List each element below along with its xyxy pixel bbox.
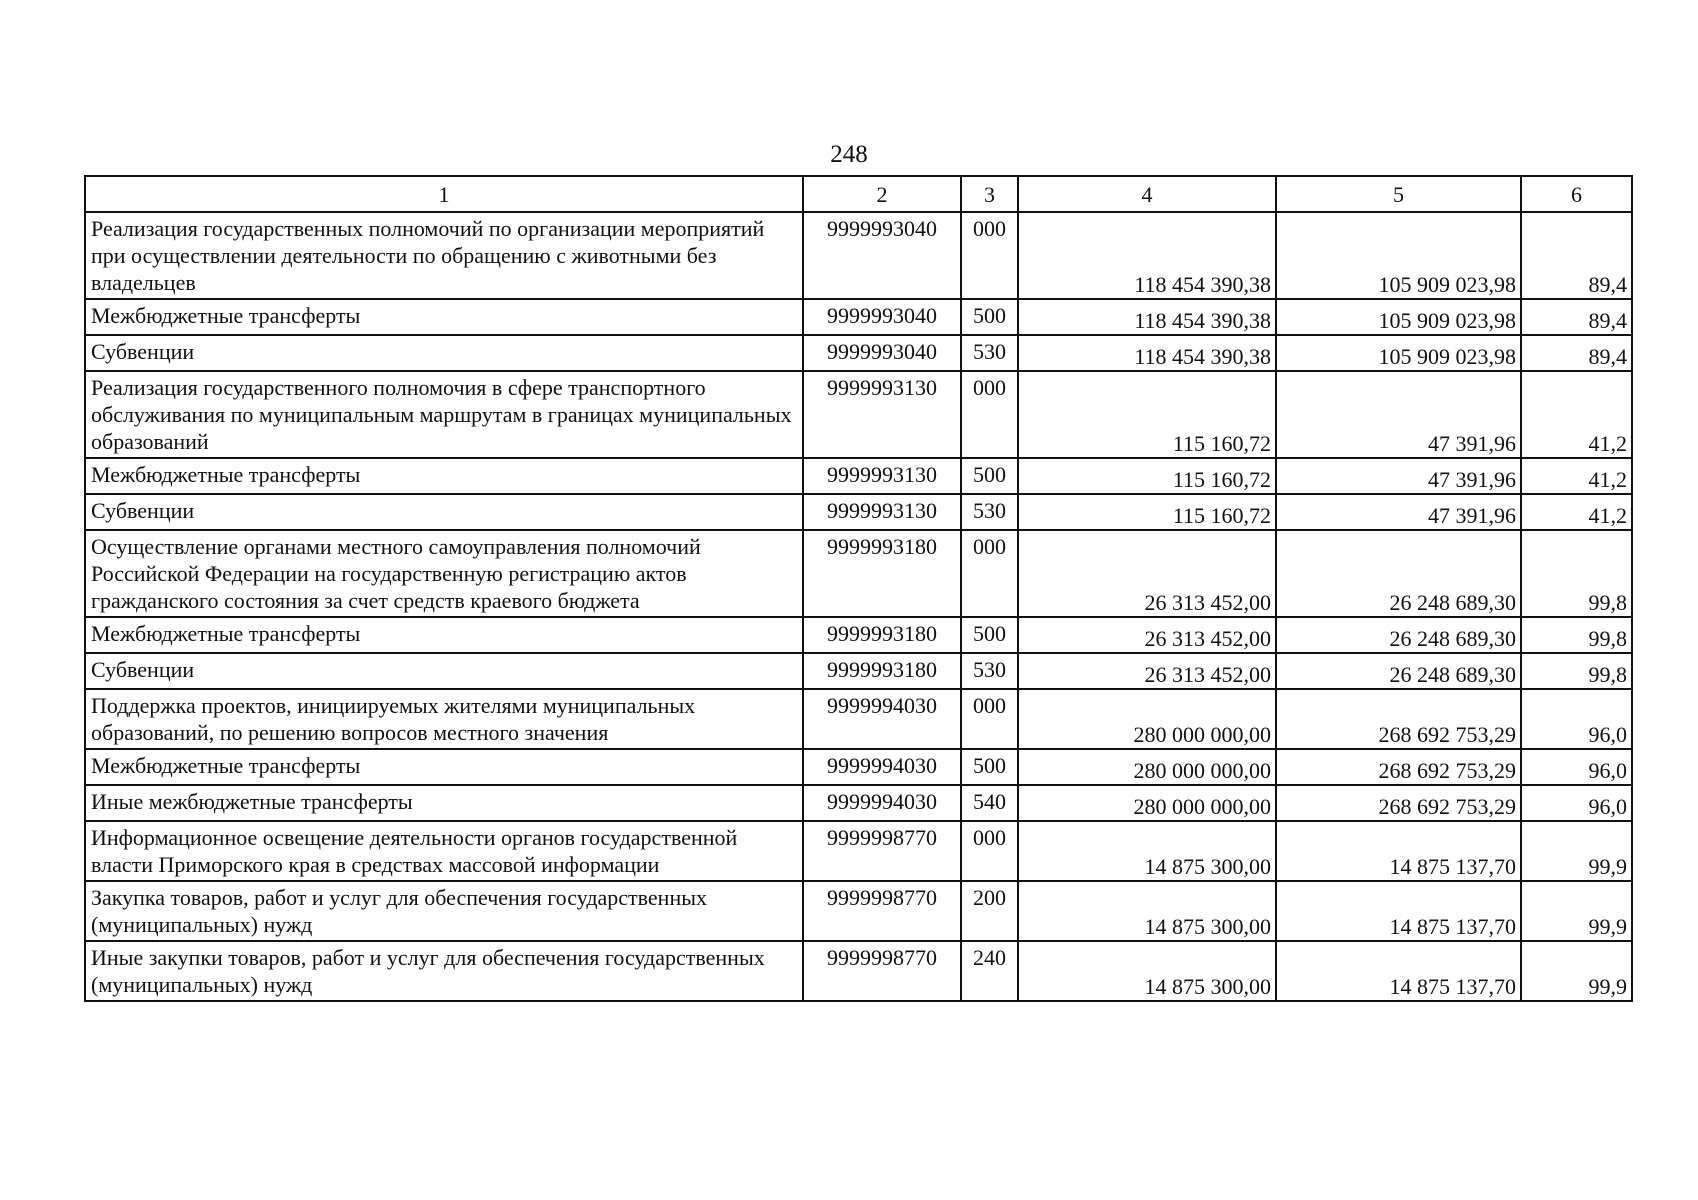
row-target-article-cell: 9999993180 bbox=[803, 653, 961, 689]
row-plan-amount-cell: 26 313 452,00 bbox=[1018, 530, 1276, 617]
row-name-cell: Межбюджетные трансферты bbox=[85, 458, 803, 494]
row-actual-amount-cell: 14 875 137,70 bbox=[1276, 821, 1521, 881]
row-plan-amount-cell: 26 313 452,00 bbox=[1018, 617, 1276, 653]
table-row bbox=[85, 371, 1632, 458]
row-actual-amount-cell: 26 248 689,30 bbox=[1276, 617, 1521, 653]
column-header-6: 6 bbox=[1521, 176, 1632, 212]
table-row bbox=[85, 785, 1632, 821]
table-row bbox=[85, 653, 1632, 689]
row-actual-amount-cell: 268 692 753,29 bbox=[1276, 749, 1521, 785]
row-percent-cell: 89,4 bbox=[1521, 299, 1632, 335]
row-expense-type-cell: 530 bbox=[961, 335, 1018, 371]
table-row bbox=[85, 530, 1632, 617]
row-target-article-cell: 9999993040 bbox=[803, 299, 961, 335]
row-percent-cell: 99,8 bbox=[1521, 530, 1632, 617]
row-percent-cell: 99,9 bbox=[1521, 941, 1632, 1001]
row-target-article-cell: 9999994030 bbox=[803, 749, 961, 785]
table-row bbox=[85, 494, 1632, 530]
header-row bbox=[85, 176, 1632, 212]
row-target-article-cell: 9999993180 bbox=[803, 617, 961, 653]
row-expense-type-cell: 540 bbox=[961, 785, 1018, 821]
row-plan-amount-cell: 118 454 390,38 bbox=[1018, 335, 1276, 371]
row-actual-amount-cell: 268 692 753,29 bbox=[1276, 689, 1521, 749]
row-target-article-cell: 9999998770 bbox=[803, 941, 961, 1001]
row-plan-amount-cell: 14 875 300,00 bbox=[1018, 881, 1276, 941]
row-name-cell: Иные закупки товаров, работ и услуг для обеспечения государственных (муниципальных) нужд bbox=[85, 941, 803, 1001]
row-plan-amount-cell: 14 875 300,00 bbox=[1018, 941, 1276, 1001]
row-target-article-cell: 9999994030 bbox=[803, 689, 961, 749]
row-target-article-cell: 9999994030 bbox=[803, 785, 961, 821]
row-name-cell: Реализация государственных полномочий по организации мероприятий при осуществлении деятельности по обращению с животными без владельцев bbox=[85, 212, 803, 299]
row-target-article-cell: 9999993040 bbox=[803, 212, 961, 299]
page-number: 248 bbox=[830, 141, 868, 168]
row-expense-type-cell: 530 bbox=[961, 494, 1018, 530]
column-header-2: 2 bbox=[803, 176, 961, 212]
row-name-cell: Межбюджетные трансферты bbox=[85, 749, 803, 785]
row-actual-amount-cell: 47 391,96 bbox=[1276, 458, 1521, 494]
row-percent-cell: 89,4 bbox=[1521, 335, 1632, 371]
column-header-5: 5 bbox=[1276, 176, 1521, 212]
table-row bbox=[85, 617, 1632, 653]
row-actual-amount-cell: 47 391,96 bbox=[1276, 494, 1521, 530]
row-percent-cell: 96,0 bbox=[1521, 689, 1632, 749]
row-percent-cell: 41,2 bbox=[1521, 494, 1632, 530]
row-name-cell: Закупка товаров, работ и услуг для обеспечения государственных (муниципальных) нужд bbox=[85, 881, 803, 941]
row-target-article-cell: 9999993040 bbox=[803, 335, 961, 371]
row-name-cell: Межбюджетные трансферты bbox=[85, 299, 803, 335]
row-name-cell: Осуществление органами местного самоуправления полномочий Российской Федерации на государственную регистрацию актов гражданского состояния за счет средств краевого бюджета bbox=[85, 530, 803, 617]
row-percent-cell: 41,2 bbox=[1521, 371, 1632, 458]
row-percent-cell: 99,8 bbox=[1521, 617, 1632, 653]
row-expense-type-cell: 500 bbox=[961, 617, 1018, 653]
row-expense-type-cell: 530 bbox=[961, 653, 1018, 689]
column-header-1: 1 bbox=[85, 176, 803, 212]
row-percent-cell: 99,9 bbox=[1521, 881, 1632, 941]
row-expense-type-cell: 500 bbox=[961, 458, 1018, 494]
row-actual-amount-cell: 105 909 023,98 bbox=[1276, 212, 1521, 299]
row-target-article-cell: 9999998770 bbox=[803, 881, 961, 941]
row-target-article-cell: 9999993180 bbox=[803, 530, 961, 617]
table-row bbox=[85, 458, 1632, 494]
row-percent-cell: 89,4 bbox=[1521, 212, 1632, 299]
row-expense-type-cell: 500 bbox=[961, 299, 1018, 335]
row-expense-type-cell: 200 bbox=[961, 881, 1018, 941]
row-name-cell: Субвенции bbox=[85, 335, 803, 371]
column-header-4: 4 bbox=[1018, 176, 1276, 212]
row-plan-amount-cell: 280 000 000,00 bbox=[1018, 749, 1276, 785]
table-row bbox=[85, 689, 1632, 749]
row-name-cell: Поддержка проектов, инициируемых жителями муниципальных образований, по решению вопросов местного значения bbox=[85, 689, 803, 749]
row-percent-cell: 41,2 bbox=[1521, 458, 1632, 494]
row-name-cell: Реализация государственного полномочия в сфере транспортного обслуживания по муниципальным маршрутам в границах муниципальных образований bbox=[85, 371, 803, 458]
row-plan-amount-cell: 118 454 390,38 bbox=[1018, 212, 1276, 299]
column-header-3: 3 bbox=[961, 176, 1018, 212]
row-percent-cell: 96,0 bbox=[1521, 785, 1632, 821]
row-actual-amount-cell: 14 875 137,70 bbox=[1276, 881, 1521, 941]
table-row bbox=[85, 941, 1632, 1001]
budget-table bbox=[84, 175, 1633, 1002]
row-plan-amount-cell: 115 160,72 bbox=[1018, 494, 1276, 530]
table-row bbox=[85, 335, 1632, 371]
table-row bbox=[85, 821, 1632, 881]
row-plan-amount-cell: 115 160,72 bbox=[1018, 458, 1276, 494]
row-name-cell: Субвенции bbox=[85, 653, 803, 689]
row-plan-amount-cell: 14 875 300,00 bbox=[1018, 821, 1276, 881]
row-plan-amount-cell: 280 000 000,00 bbox=[1018, 689, 1276, 749]
row-actual-amount-cell: 268 692 753,29 bbox=[1276, 785, 1521, 821]
row-name-cell: Информационное освещение деятельности органов государственной власти Приморского края в средствах массовой информации bbox=[85, 821, 803, 881]
row-target-article-cell: 9999993130 bbox=[803, 371, 961, 458]
table-row bbox=[85, 749, 1632, 785]
row-expense-type-cell: 500 bbox=[961, 749, 1018, 785]
row-target-article-cell: 9999998770 bbox=[803, 821, 961, 881]
row-plan-amount-cell: 115 160,72 bbox=[1018, 371, 1276, 458]
row-target-article-cell: 9999993130 bbox=[803, 494, 961, 530]
row-actual-amount-cell: 47 391,96 bbox=[1276, 371, 1521, 458]
table-row bbox=[85, 212, 1632, 299]
row-plan-amount-cell: 26 313 452,00 bbox=[1018, 653, 1276, 689]
row-actual-amount-cell: 26 248 689,30 bbox=[1276, 653, 1521, 689]
table-row bbox=[85, 881, 1632, 941]
row-percent-cell: 96,0 bbox=[1521, 749, 1632, 785]
row-expense-type-cell: 240 bbox=[961, 941, 1018, 1001]
table-body bbox=[85, 212, 1632, 1001]
row-plan-amount-cell: 118 454 390,38 bbox=[1018, 299, 1276, 335]
row-name-cell: Межбюджетные трансферты bbox=[85, 617, 803, 653]
row-percent-cell: 99,8 bbox=[1521, 653, 1632, 689]
row-expense-type-cell: 000 bbox=[961, 371, 1018, 458]
row-expense-type-cell: 000 bbox=[961, 821, 1018, 881]
row-actual-amount-cell: 26 248 689,30 bbox=[1276, 530, 1521, 617]
row-expense-type-cell: 000 bbox=[961, 689, 1018, 749]
row-expense-type-cell: 000 bbox=[961, 530, 1018, 617]
row-target-article-cell: 9999993130 bbox=[803, 458, 961, 494]
row-actual-amount-cell: 105 909 023,98 bbox=[1276, 335, 1521, 371]
row-actual-amount-cell: 105 909 023,98 bbox=[1276, 299, 1521, 335]
row-expense-type-cell: 000 bbox=[961, 212, 1018, 299]
row-name-cell: Иные межбюджетные трансферты bbox=[85, 785, 803, 821]
table-row bbox=[85, 299, 1632, 335]
row-actual-amount-cell: 14 875 137,70 bbox=[1276, 941, 1521, 1001]
row-percent-cell: 99,9 bbox=[1521, 821, 1632, 881]
row-plan-amount-cell: 280 000 000,00 bbox=[1018, 785, 1276, 821]
row-name-cell: Субвенции bbox=[85, 494, 803, 530]
